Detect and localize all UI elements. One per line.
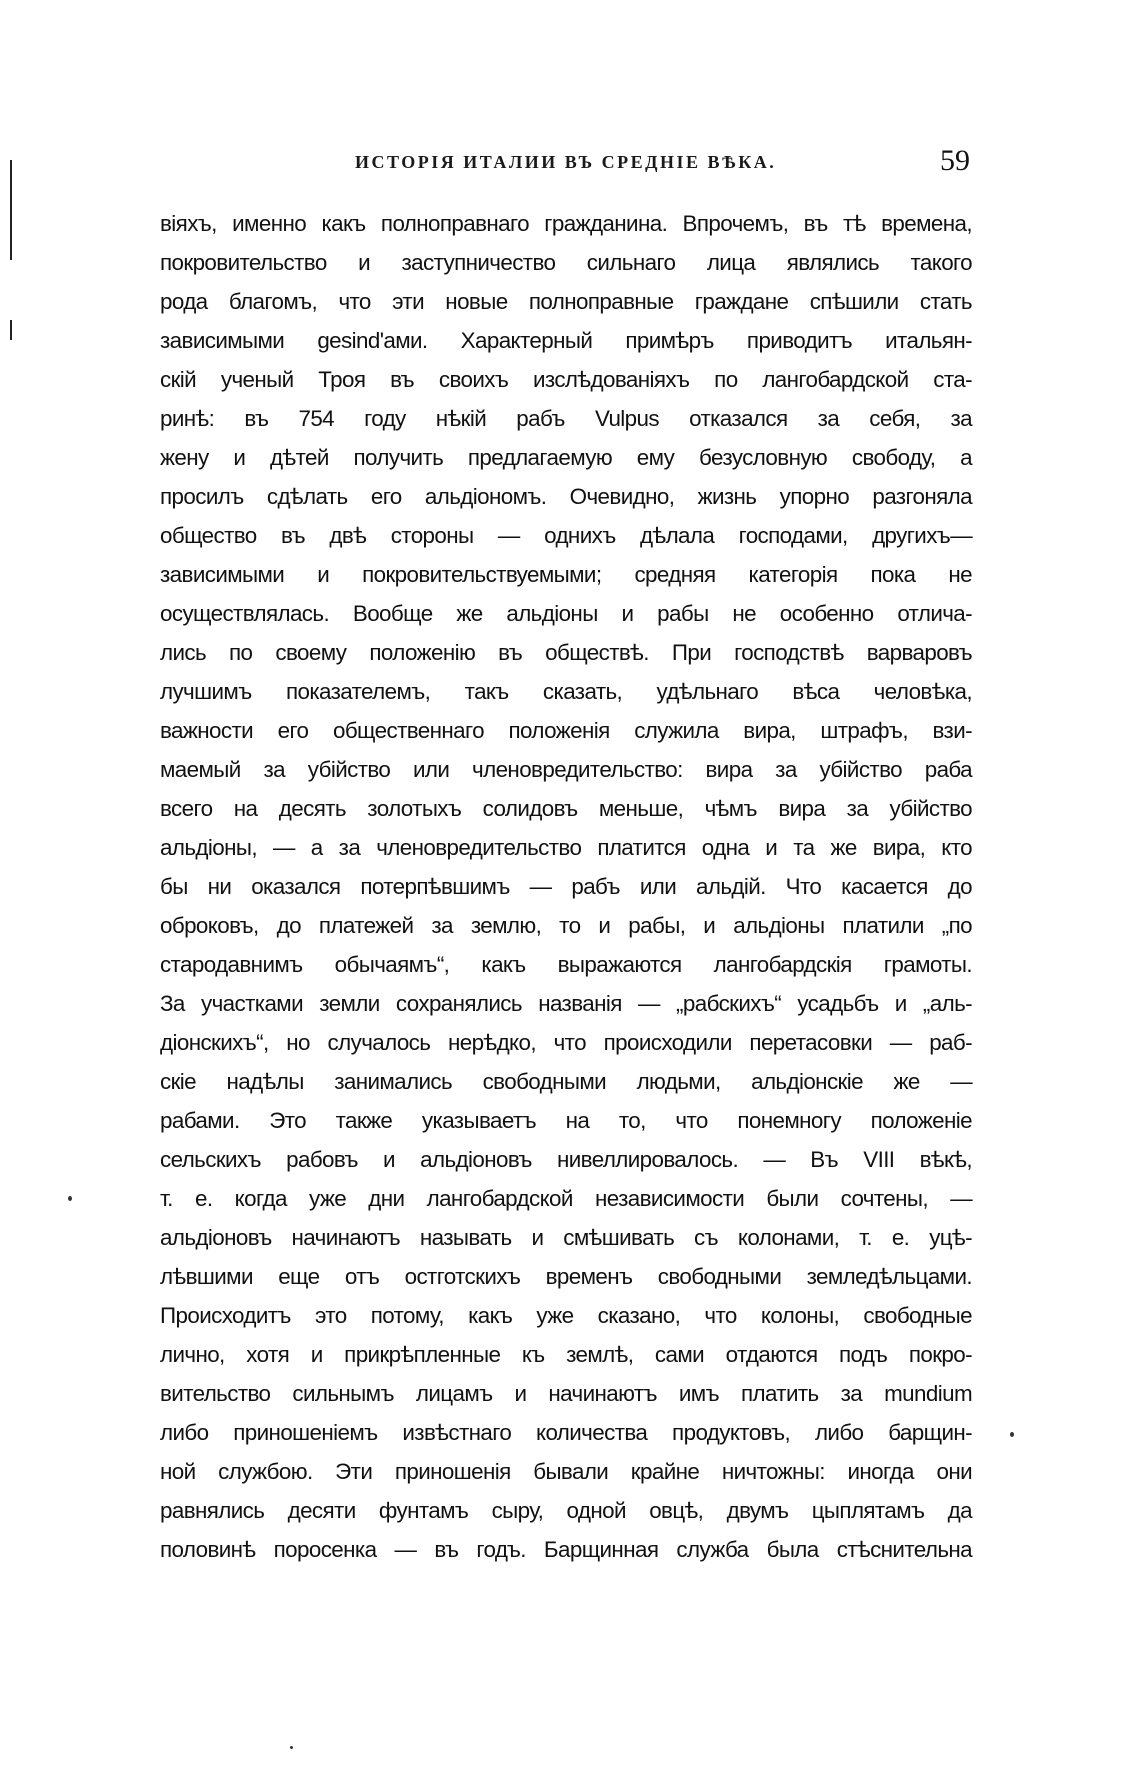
body-text (160, 204, 972, 1569)
text-line: покровительство и заступничество сильнаго лица являлись такого (160, 250, 972, 275)
text-line: лѣвшими еще отъ остготскихъ временъ свободными земледѣльцами. (160, 1264, 972, 1289)
text-line: рабами. Это также указываетъ на то, что понемногу положеніе (160, 1108, 972, 1133)
text-line: т. е. когда уже дни лангобардской независимости были сочтены, — (160, 1186, 972, 1211)
text-line: либо приношеніемъ извѣстнаго количества продуктовъ, либо барщин- (160, 1420, 972, 1445)
binding-edge-mark (10, 160, 12, 260)
page-header (160, 144, 970, 182)
text-line: вительство сильнымъ лицамъ и начинаютъ имъ платить за mundium (160, 1381, 972, 1406)
text-line: зависимыми gesind'ами. Характерный примѣръ приводитъ итальян- (160, 328, 972, 353)
text-line: сельскихъ рабовъ и альдіоновъ нивеллировалось. — Въ VIII вѣкѣ, (160, 1147, 972, 1172)
text-line: просилъ сдѣлать его альдіономъ. Очевидно, жизнь упорно разгоняла (160, 484, 972, 509)
print-speck (290, 1746, 293, 1749)
text-line: осуществлялась. Вообще же альдіоны и рабы не особенно отлича- (160, 601, 972, 626)
binding-edge-mark (10, 320, 12, 340)
text-line: жену и дѣтей получить предлагаемую ему безусловную свободу, а (160, 445, 972, 470)
text-line: всего на десять золотыхъ солидовъ меньше, чѣмъ вира за убійство (160, 796, 972, 821)
page-number: 59 (940, 144, 970, 177)
text-line: ной службою. Эти приношенія бывали крайне ничтожны: иногда они (160, 1459, 972, 1484)
text-line: Происходитъ это потому, какъ уже сказано, что колоны, свободные (160, 1303, 972, 1328)
text-line: діонскихъ“, но случалось нерѣдко, что происходили перетасовки — раб- (160, 1030, 972, 1055)
text-line: равнялись десяти фунтамъ сыру, одной овцѣ, двумъ цыплятамъ да (160, 1498, 972, 1523)
text-line: оброковъ, до платежей за землю, то и рабы, и альдіоны платили „по (160, 913, 972, 938)
print-speck (68, 1196, 72, 1201)
text-line: За участками земли сохранялись названія — „рабскихъ“ усадьбъ и „аль- (160, 991, 972, 1016)
text-line: скіе надѣлы занимались свободными людьми, альдіонскіе же — (160, 1069, 972, 1094)
text-line: общество въ двѣ стороны — однихъ дѣлала господами, другихъ— (160, 523, 972, 548)
text-line: альдіоновъ начинаютъ называть и смѣшивать съ колонами, т. е. уцѣ- (160, 1225, 972, 1250)
text-line: зависимыми и покровительствуемыми; средняя категорія пока не (160, 562, 972, 587)
text-line: лучшимъ показателемъ, такъ сказать, удѣльнаго вѣса человѣка, (160, 679, 972, 704)
text-line: ринѣ: въ 754 году нѣкій рабъ Vulpus отказался за себя, за (160, 406, 972, 431)
text-line: скій ученый Троя въ своихъ изслѣдованіяхъ по лангобардской ста- (160, 367, 972, 392)
text-line: лись по своему положенію въ обществѣ. При господствѣ варваровъ (160, 640, 972, 665)
text-line: бы ни оказался потерпѣвшимъ — рабъ или альдій. Что касается до (160, 874, 972, 899)
text-line: віяхъ, именно какъ полноправнаго гражданина. Впрочемъ, въ тѣ времена, (160, 211, 972, 236)
text-line: альдіоны, — а за членовредительство платится одна и та же вира, кто (160, 835, 972, 860)
text-line: рода благомъ, что эти новые полноправные граждане спѣшили стать (160, 289, 972, 314)
text-line: половинѣ поросенка — въ годъ. Барщинная служба была стѣснительна (160, 1537, 972, 1562)
running-title: ИСТОРІЯ ИТАЛИИ ВЪ СРЕДНІЕ ВѢКА. (355, 152, 777, 172)
text-line: лично, хотя и прикрѣпленные къ землѣ, сами отдаются подъ покро- (160, 1342, 972, 1367)
text-line: стародавнимъ обычаямъ“, какъ выражаются лангобардскія грамоты. (160, 952, 972, 977)
print-speck (1010, 1432, 1014, 1437)
text-line: маемый за убійство или членовредительство: вира за убійство раба (160, 757, 972, 782)
text-line: важности его общественнаго положенія служила вира, штрафъ, взи- (160, 718, 972, 743)
